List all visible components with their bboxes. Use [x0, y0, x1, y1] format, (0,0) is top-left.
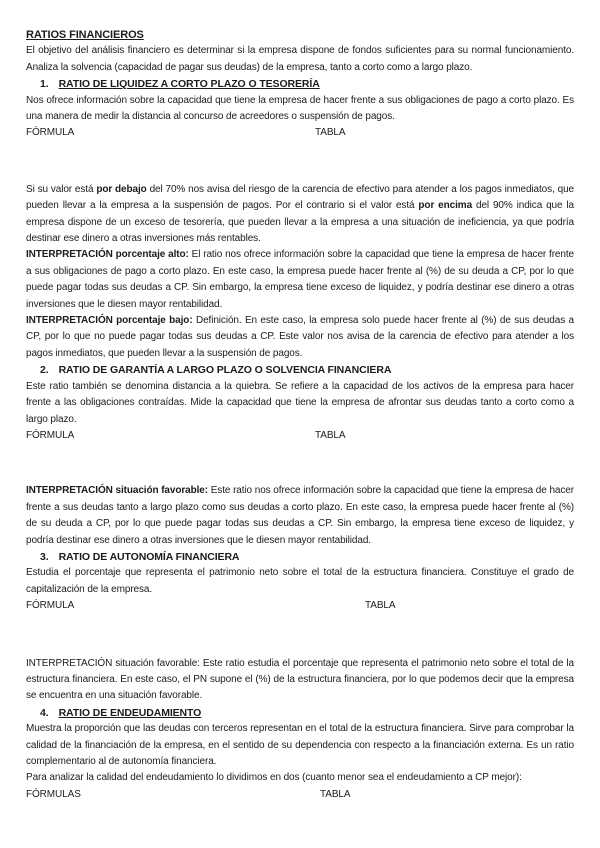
doc-title: RATIOS FINANCIEROS: [26, 29, 144, 41]
section-1-formula-tabla-row: [26, 125, 574, 141]
formula-label: FÓRMULA: [26, 127, 75, 139]
formula-blank-area: [26, 142, 574, 182]
section-4-note: Para analizar la calidad del endeudamiento lo dividimos en dos (cuanto menor sea el endeudamiento a CP mejor):: [26, 772, 522, 784]
section-2-interpretation: [26, 483, 574, 549]
section-1-interpretation-high: [26, 247, 574, 313]
section-1-number: 1.: [40, 78, 49, 91]
interpretation-label: INTERPRETACIÓN porcentaje bajo:: [26, 315, 193, 327]
section-3-number: 3.: [40, 550, 49, 563]
section-2-number: 2.: [40, 364, 49, 377]
intro-paragraph: El objetivo del análisis financiero es determinar si la empresa dispone de fondos suficientes para su normal funcionamiento. Analiza la solvencia (capacidad de pagar sus deudas) de la empresa, tanto a corto como a largo plazo.: [26, 45, 574, 73]
text-run: del 90% indica que la empresa dispone de un exceso de tesorería, que pueden llevar a la empresa a una situación de ineficiencia, ya que podría destinar ese dinero a otras inversiones más rentables.: [26, 200, 575, 245]
section-4-formula-tabla-row: [26, 787, 574, 803]
section-4-heading: [26, 705, 574, 721]
interpretation-label: INTERPRETACIÓN situación favorable:: [26, 485, 208, 497]
section-2-heading: [26, 362, 574, 378]
tabla-label: TABLA: [315, 429, 346, 441]
text-run: El ratio nos ofrece información sobre la capacidad que tiene la empresa de hacer frente a sus obligaciones de pago a corto plazo. En este caso, la empresa puede hacer frente al (%) de su deuda a CP, por lo que puede pagar todas sus deudas a CP. Sin embargo, la empresa tiene exceso de liquidez, y podría destinar ese dinero a otras inversiones que le diesen mayor rentabilidad.: [26, 249, 574, 310]
section-1-title: RATIO DE LIQUIDEZ A CORTO PLAZO O TESORERÍA: [58, 78, 320, 91]
bold-run: por encima: [418, 200, 473, 212]
text-run: Si su valor está: [26, 183, 97, 195]
section-3-interpretation: INTERPRETACIÓN situación favorable: Este ratio estudia el porcentaje que representa el patrimonio neto sobre el total de la estructura financiera. En este caso, el PN supone el (%) de la estructura financiera, por lo que podemos decir que la empresa se encuentra en una situación favorable.: [26, 657, 574, 702]
section-3-formula-tabla-row: [26, 598, 574, 614]
section-2-description: Este ratio también se denomina distancia a la quiebra. Se refiere a la capacidad de los activos de la empresa para hacer frente a las obligaciones contraídas. Mide la capacidad que tiene la empresa de afrontar sus deudas tanto a corto como a largo plazo.: [26, 380, 574, 425]
formula-label: FÓRMULAS: [26, 788, 81, 800]
tabla-label: TABLA: [320, 788, 351, 800]
text-run: del 70% nos avisa del riesgo de la carencia de efectivo para atender a los pagos inmediatos, que pueden llevar a la empresa a la suspensión de pagos. Por el contrario si el valor está: [26, 183, 574, 212]
formula-blank-area: [26, 615, 574, 656]
formula-label: FÓRMULA: [26, 600, 75, 612]
section-2-formula-tabla-row: [26, 428, 574, 444]
tabla-label: TABLA: [315, 127, 346, 139]
text-run: Este ratio nos ofrece información sobre la capacidad que tiene la empresa de hacer frente a sus deudas tanto a largo plazo como sus deudas a corto plazo. En este caso, la empresa puede hacer frente al (%) de su deuda a CP, por lo que puede pagar todas sus deudas a CP. Sin embargo, la empresa tiene exceso de liquidez, y podría destinar ese dinero a otras inversiones que le diesen mayor rentabilidad.: [26, 485, 574, 546]
section-1-interpretation-low: [26, 313, 574, 362]
section-4-description: Muestra la proporción que las deudas con terceros representan en el total de la estructura financiera. Sirve para comprobar la calidad de la financiación de la empresa, en el sentido de su dependencia con respecto a la financiación externa. Es un ratio complementario al de autonomía financiera.: [26, 723, 574, 767]
formula-blank-area: [26, 444, 574, 483]
text-run: Definición. En este caso, la empresa solo puede hacer frente al (%) de sus deudas a CP, por lo que no puede pagar todas sus deudas a CP. Este valor nos avisa de la carencia de efectivo para atender a los pagos inmediatos, que pueden llevar a la suspensión de pagos.: [26, 315, 574, 359]
section-2-title: RATIO DE GARANTÍA A LARGO PLAZO O SOLVENCIA FINANCIERA: [58, 364, 392, 377]
section-3-description: Estudia el porcentaje que representa el patrimonio neto sobre el total de la estructura financiera. Constituye el grado de capitalización de la empresa.: [26, 567, 574, 595]
section-3-heading: [26, 549, 574, 565]
formula-label: FÓRMULA: [26, 429, 75, 441]
tabla-label: TABLA: [365, 600, 396, 612]
bold-run: por debajo: [96, 183, 147, 195]
section-1-heading: [26, 76, 574, 92]
section-4-title: RATIO DE ENDEUDAMIENTO: [58, 706, 202, 719]
section-1-threshold-paragraph: [26, 182, 574, 248]
section-3-title: RATIO DE AUTONOMÍA FINANCIERA: [58, 550, 240, 563]
section-4-number: 4.: [40, 706, 49, 719]
section-1-description: Nos ofrece información sobre la capacidad que tiene la empresa de hacer frente a sus obligaciones de pago a corto plazo. Es una manera de medir la distancia al concurso de acreedores o suspensión de pagos.: [26, 94, 574, 123]
interpretation-label: INTERPRETACIÓN porcentaje alto:: [26, 249, 189, 261]
